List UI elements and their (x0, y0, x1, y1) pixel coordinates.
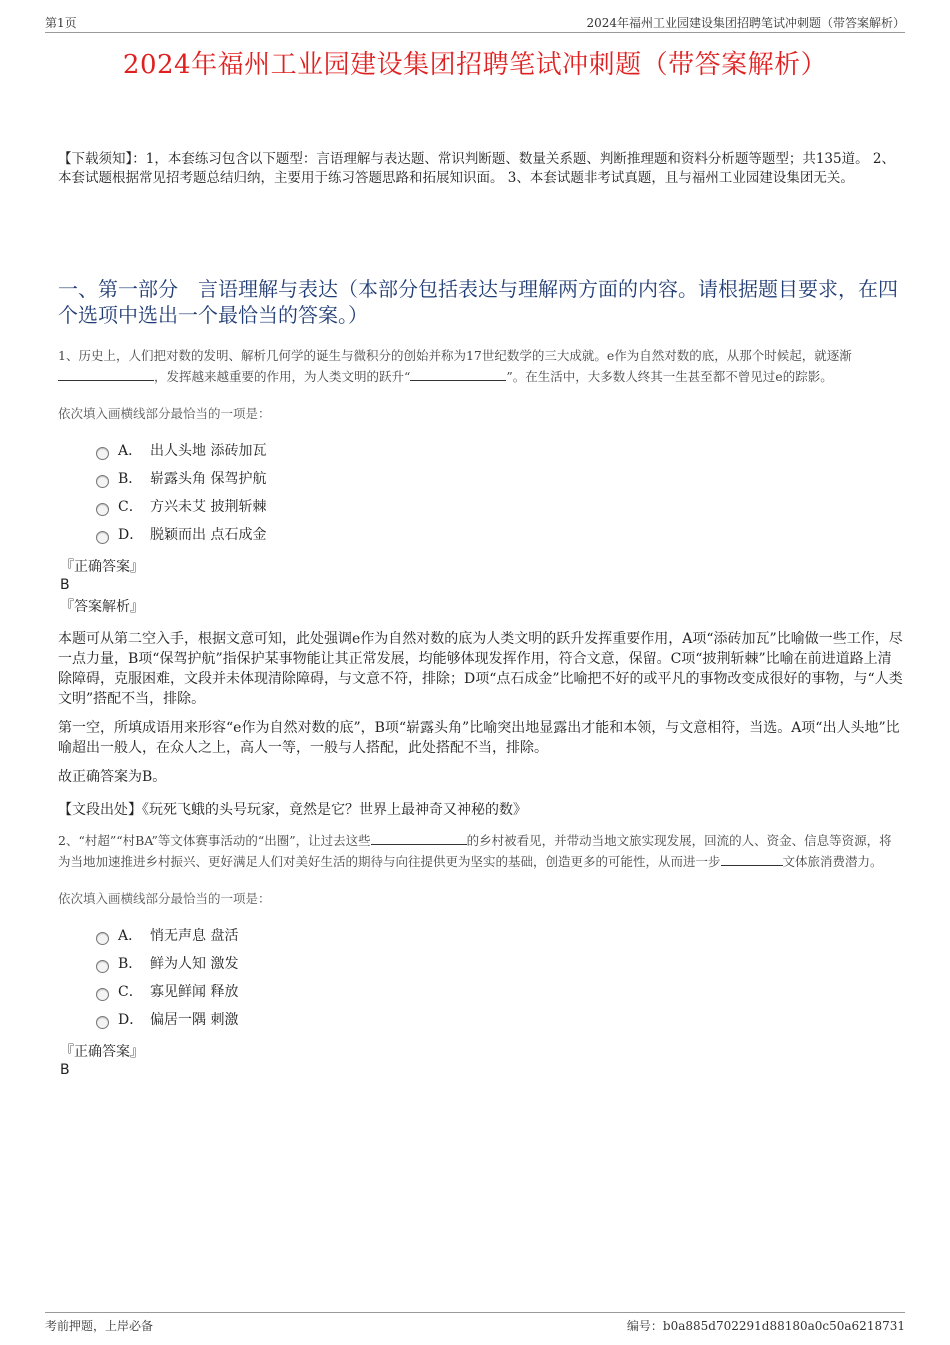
question-1-stem (58, 345, 903, 387)
option-c[interactable] (96, 492, 903, 520)
option-text: 崭露头角 保驾护航 (150, 471, 267, 487)
page-footer (45, 1312, 905, 1335)
page-header (45, 14, 905, 33)
page-number: 第1页 (45, 16, 77, 30)
question-2-options (96, 921, 903, 1033)
radio-button-icon[interactable] (96, 960, 109, 973)
question-1-prompt: 依次填入画横线部分最恰当的一项是： (58, 406, 271, 421)
option-text: 出人头地 添砖加瓦 (150, 443, 267, 459)
option-letter: C． (118, 499, 143, 515)
section-heading: 一、第一部分 言语理解与表达（本部分包括表达与理解两方面的内容。请根据题目要求，在四个选项中选出一个最恰当的答案。） (58, 277, 898, 327)
option-a[interactable] (96, 436, 903, 464)
option-text: 脱颖而出 点石成金 (150, 527, 267, 543)
footer-slogan: 考前押题，上岸必备 (45, 1319, 154, 1333)
question-1-stem-part-a: 1、历史上，人们把对数的发明、解析几何学的诞生与微积分的创始并称为17世纪数学的三大成就。e作为自然对数的底，从那个时候起，就逐渐 (58, 348, 852, 363)
radio-button-icon[interactable] (96, 503, 109, 516)
option-a[interactable] (96, 921, 903, 949)
document-title: 2024年福州工业园建设集团招聘笔试冲刺题（带答案解析） (122, 50, 828, 80)
option-letter: C． (118, 984, 143, 1000)
passage-source: 【文段出处】《玩死飞蛾的头号玩家，竟然是它？世界上最神奇又神秘的数》 (58, 802, 527, 818)
analysis-paragraph: 第一空，所填成语用来形容“e作为自然对数的底”，B项“崭露头角”比喻突出地显露出才能和本领，与文意相符，当选。A项“出人头地”比喻超出一般人，在众人之上，高人一等，一般与人搭配，此处搭配不当，排除。 (58, 720, 900, 756)
option-letter: D． (118, 527, 144, 543)
correct-answer-value: B (60, 577, 70, 593)
option-text: 方兴未艾 披荆斩棘 (150, 499, 267, 515)
answer-blank (371, 831, 467, 845)
question-2 (58, 830, 903, 1079)
analysis-body (58, 629, 903, 787)
download-notice: 【下载须知】：1，本套练习包含以下题型：言语理解与表达题、常识判断题、数量关系题、判断推理题和资料分析题等题型；共135道。 2、本套试题根据常见招考题总结归纳，主要用于练习答题思路和拓展知识面。 3、本套试题非考试真题，且与福州工业园建设集团无关。 (58, 151, 895, 186)
option-letter: B． (118, 956, 143, 972)
analysis-paragraph: 故正确答案为B。 (58, 769, 167, 785)
question-2-stem-part-b: 的乡村被看见，并带动当地文旅实现发展，回流的人、资金、信息等资源，将为当地加速推进乡村振兴、更好满足人们对美好生活的期待与向往提供更为坚实的基础，创造更多的可能性，从而进一步 (58, 833, 892, 869)
radio-button-icon[interactable] (96, 447, 109, 460)
option-letter: D． (118, 1012, 144, 1028)
question-1-options (96, 436, 903, 548)
question-1 (58, 345, 903, 819)
answer-blank (58, 367, 154, 381)
correct-answer-label: 『正确答案』 (60, 1044, 144, 1060)
analysis-paragraph: 本题可从第二空入手，根据文意可知，此处强调e作为自然对数的底为人类文明的跃升发挥重要作用，A项“添砖加瓦”比喻做一些工作，尽一点力量，B项“保驾护航”指保护某事物能让其正常发展，均能够体现发挥作用，符合文意，保留。C项“披荆斩棘”比喻在前进道路上清除障碍，克服困难，文段并未体现清除障碍，与文意不符，排除；D项“点石成金”比喻把不好的或平凡的事物改变成很好的事物，与“人类文明”搭配不当，排除。 (58, 631, 903, 707)
option-text: 悄无声息 盘活 (150, 928, 239, 944)
radio-button-icon[interactable] (96, 1016, 109, 1029)
analysis-label: 『答案解析』 (60, 599, 144, 615)
header-doc-title: 2024年福州工业园建设集团招聘笔试冲刺题（带答案解析） (586, 16, 905, 30)
question-2-stem-part-a: 2、“村超”“村BA”等文体赛事活动的“出圈”，让过去这些 (58, 833, 371, 848)
option-d[interactable] (96, 1005, 903, 1033)
question-1-stem-part-b: ，发挥越来越重要的作用，为人类文明的跃升“ (154, 369, 411, 384)
option-c[interactable] (96, 977, 903, 1005)
option-text: 寡见鲜闻 释放 (150, 984, 239, 1000)
correct-answer-value: B (60, 1062, 70, 1078)
answer-blank (410, 367, 506, 381)
radio-button-icon[interactable] (96, 988, 109, 1001)
option-text: 偏居一隅 刺激 (150, 1012, 239, 1028)
answer-blank (721, 852, 783, 866)
question-1-stem-part-c: ”。在生活中，大多数人终其一生甚至都不曾见过e的踪影。 (506, 369, 833, 384)
question-2-stem (58, 830, 903, 872)
footer-serial-number: 编号：b0a885d702291d88180a0c50a6218731 (626, 1319, 905, 1333)
option-text: 鲜为人知 激发 (150, 956, 239, 972)
option-letter: B． (118, 471, 143, 487)
radio-button-icon[interactable] (96, 932, 109, 945)
correct-answer-label: 『正确答案』 (60, 559, 144, 575)
option-letter: A． (118, 928, 143, 944)
option-b[interactable] (96, 464, 903, 492)
question-2-stem-part-c: 文体旅消费潜力。 (782, 854, 883, 869)
radio-button-icon[interactable] (96, 531, 109, 544)
option-letter: A． (118, 443, 143, 459)
option-b[interactable] (96, 949, 903, 977)
question-2-prompt: 依次填入画横线部分最恰当的一项是： (58, 891, 271, 906)
radio-button-icon[interactable] (96, 475, 109, 488)
option-d[interactable] (96, 520, 903, 548)
